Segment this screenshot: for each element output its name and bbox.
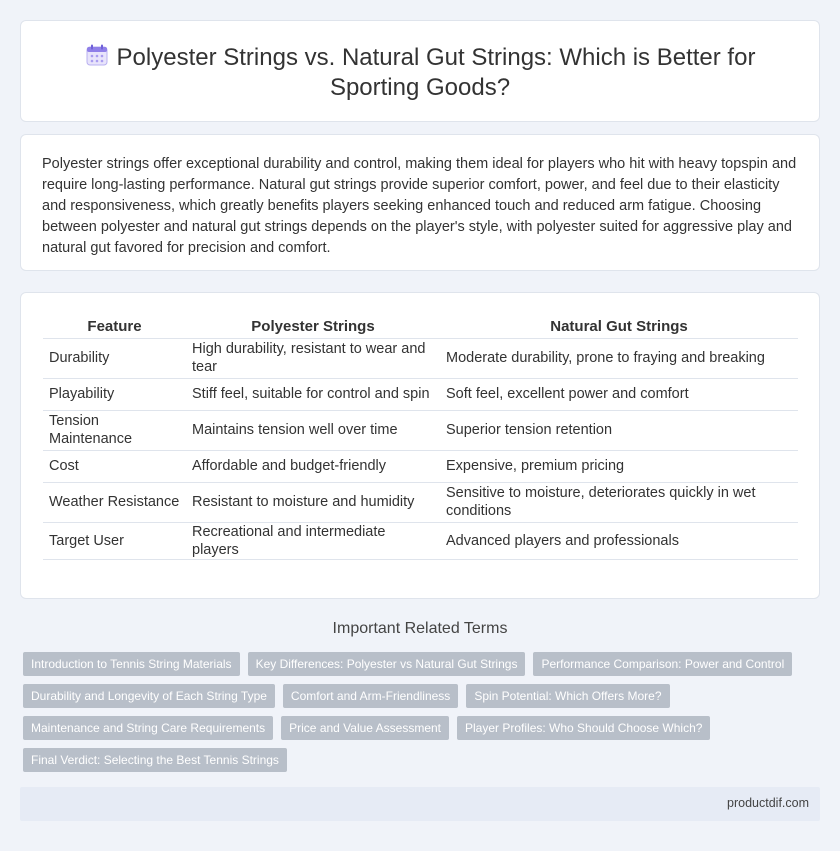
natural-gut-cell: Expensive, premium pricing [440, 450, 798, 482]
related-terms-heading: Important Related Terms [332, 620, 508, 637]
related-term-tag[interactable]: Player Profiles: Who Should Choose Which? [457, 716, 710, 740]
related-term-tag[interactable]: Performance Comparison: Power and Control [533, 652, 792, 676]
polyester-cell: High durability, resistant to wear and tear [186, 338, 440, 378]
natural-gut-cell: Moderate durability, prone to fraying and breaking [440, 338, 798, 378]
natural-gut-cell: Sensitive to moisture, deteriorates quickly in wet conditions [440, 482, 798, 522]
feature-cell: Tension Maintenance [43, 410, 186, 450]
table-row [43, 338, 798, 378]
comparison-table [43, 316, 798, 560]
polyester-cell: Maintains tension well over time [186, 410, 440, 450]
polyester-cell: Resistant to moisture and humidity [186, 482, 440, 522]
comparison-table-card [20, 292, 820, 599]
footer-site-link[interactable]: productdif.com [727, 796, 809, 810]
table-row [43, 482, 798, 522]
related-term-tag[interactable]: Durability and Longevity of Each String Type [23, 684, 275, 708]
title-card [20, 20, 820, 122]
feature-cell: Target User [43, 522, 186, 559]
summary-card [20, 134, 820, 271]
title-line-2: Sporting Goods? [329, 74, 511, 101]
summary-paragraph: Polyester strings offer exceptional durability and control, making them ideal for players who hit with heavy topspin and require long-lasting performance. Natural gut strings provide superior comfort, power, and feel due to their elasticity and responsiveness, which greatly benefits players seeking enhanced touch and reduced arm fatigue. Choosing between polyester and natural gut strings depends on the player's style, with polyester suited for aggressive play and natural gut favored for precision and comfort. [42, 156, 797, 256]
natural-gut-cell: Soft feel, excellent power and comfort [440, 378, 798, 410]
related-term-tag[interactable]: Key Differences: Polyester vs Natural Gut Strings [248, 652, 526, 676]
related-term-tag[interactable]: Final Verdict: Selecting the Best Tennis Strings [23, 748, 287, 772]
related-term-tag[interactable]: Price and Value Assessment [281, 716, 449, 740]
table-row [43, 450, 798, 482]
calendar-icon [85, 43, 109, 67]
related-term-tag[interactable]: Introduction to Tennis String Materials [23, 652, 240, 676]
header-feature: Feature [43, 316, 186, 338]
related-term-tag[interactable]: Comfort and Arm-Friendliness [283, 684, 458, 708]
polyester-cell: Stiff feel, suitable for control and spin [186, 378, 440, 410]
polyester-cell: Recreational and intermediate players [186, 522, 440, 559]
related-terms-tags [23, 652, 823, 780]
natural-gut-cell: Advanced players and professionals [440, 522, 798, 559]
related-term-tag[interactable]: Maintenance and String Care Requirements [23, 716, 273, 740]
table-row [43, 522, 798, 559]
table-header-row [43, 316, 798, 338]
natural-gut-cell: Superior tension retention [440, 410, 798, 450]
feature-cell: Playability [43, 378, 186, 410]
table-row [43, 378, 798, 410]
feature-cell: Durability [43, 338, 186, 378]
feature-cell: Weather Resistance [43, 482, 186, 522]
polyester-cell: Affordable and budget-friendly [186, 450, 440, 482]
title-line-1: Polyester Strings vs. Natural Gut Strings: Which is Better for [116, 44, 756, 71]
header-natural-gut: Natural Gut Strings [440, 316, 798, 338]
feature-cell: Cost [43, 450, 186, 482]
header-polyester: Polyester Strings [186, 316, 440, 338]
page-title [21, 43, 819, 103]
table-row [43, 410, 798, 450]
footer [20, 787, 820, 821]
related-term-tag[interactable]: Spin Potential: Which Offers More? [466, 684, 669, 708]
